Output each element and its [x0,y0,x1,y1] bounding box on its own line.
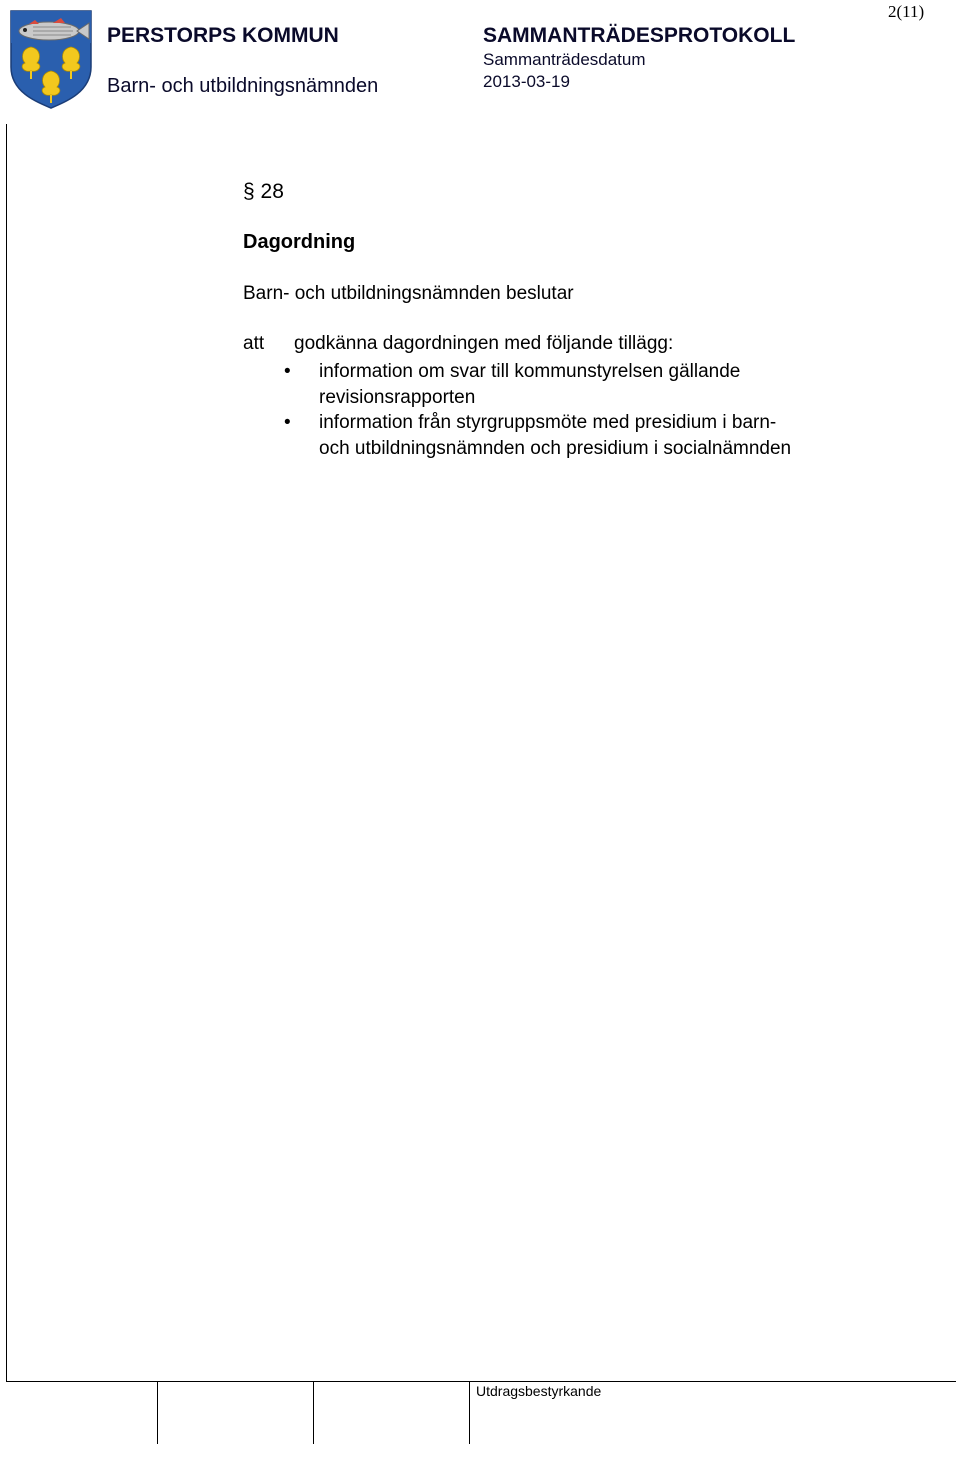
paragraph-number [243,180,284,204]
extract-certification-label: Utdragsbestyrkande [476,1383,602,1399]
bullet-icon: • [284,412,291,433]
protocol-title: SAMMANTRÄDESPROTOKOLL [483,24,796,47]
att-label: att [243,333,265,354]
board-name: Barn- och utbildningsnämnden [107,75,379,97]
page-indicator [888,2,924,22]
list-item-text: information om svar till kommunstyrelsen gällande revisionsrapporten [319,361,741,408]
list-item [284,410,804,461]
addition-list [284,359,804,461]
meeting-date: 2013-03-19 [483,72,570,91]
section-heading: Dagordning [243,231,356,253]
municipality-name: PERSTORPS KOMMUN [107,24,339,47]
decision-intro: Barn- och utbildningsnämnden beslutar [243,283,574,304]
left-margin-line [6,124,7,1382]
coat-of-arms-logo [9,9,93,109]
decision-text: godkänna dagordningen med följande tillägg: [294,333,674,354]
signature-box-divider [157,1381,158,1444]
signature-box-divider [469,1381,470,1444]
footer-line [6,1381,956,1382]
paragraph-number-value: 28 [260,180,284,203]
bullet-icon: • [284,361,291,382]
list-item [284,359,804,410]
page-number: 2 [888,2,897,21]
signature-box-divider [313,1381,314,1444]
meeting-date-label: Sammanträdesdatum [483,50,646,69]
list-item-text: information från styrgruppsmöte med presidium i barn- och utbildningsnämnden och presidium i socialnämnden [319,412,792,459]
paragraph-symbol: § [243,180,255,203]
page-total: (11) [896,2,925,21]
